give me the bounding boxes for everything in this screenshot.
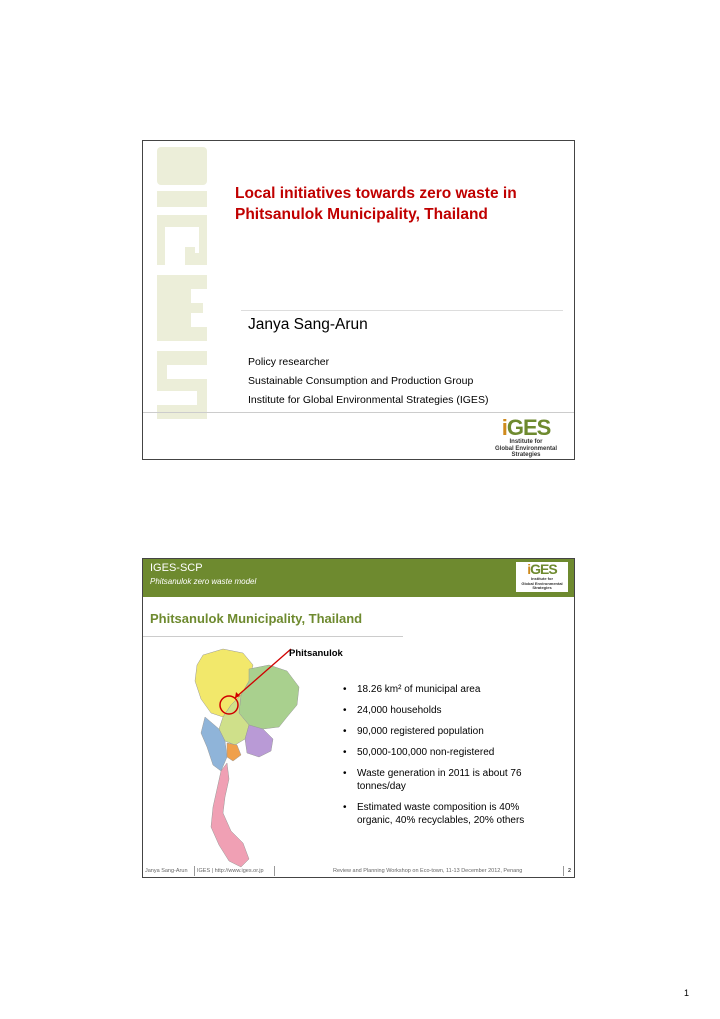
logo-subtext: Institute for Global Environmental Strategies [521, 576, 563, 590]
footer-org: IGES | http://www.iges.or.jp [197, 868, 264, 874]
list-item: • 24,000 households [343, 704, 553, 717]
title-slide [142, 140, 575, 460]
iges-logo: iGES Institute for Global Environmental Strategies [516, 562, 568, 592]
author-name: Janya Sang-Arun [248, 316, 368, 333]
list-item: • 90,000 registered population [343, 725, 553, 738]
header-title: IGES-SCP [150, 562, 203, 574]
slide-title: Phitsanulok Municipality, Thailand [150, 611, 363, 626]
footer-event: Review and Planning Workshop on Eco-town, 11-13 December 2012, Penang [333, 868, 523, 874]
iges-watermark-logo [147, 145, 217, 455]
logo-subtext: Institute for Global Environmental Strategies [494, 439, 557, 458]
page-number: 1 [684, 988, 690, 998]
affiliation-group: Sustainable Consumption and Production Group [248, 375, 474, 387]
map-callout-label: Phitsanulok [289, 648, 343, 659]
list-item: • 18.26 km² of municipal area [343, 683, 553, 696]
list-item: • Estimated waste composition is 40% organic, 40% recyclables, 20% others [343, 801, 553, 827]
affiliation-institute: Institute for Global Environmental Strategies (IGES) [248, 394, 489, 406]
divider [241, 310, 563, 311]
fact-list [343, 683, 553, 835]
logo-letters: GES [506, 415, 551, 440]
list-item: • Waste generation in 2011 is about 76 tonnes/day [343, 767, 553, 793]
affiliation-role: Policy researcher [248, 356, 330, 368]
slide-number: 2 [567, 868, 571, 874]
presentation-title: Local initiatives towards zero waste in Phitsanulok Municipality, Thailand [235, 185, 517, 223]
divider [143, 636, 403, 637]
slide-header [143, 559, 574, 597]
slide-footer [143, 865, 574, 877]
header-subtitle: Phitsanulok zero waste model [150, 577, 257, 586]
divider [143, 412, 574, 413]
logo-letter-i: i [501, 415, 507, 440]
iges-logo [488, 417, 564, 459]
footer-author: Janya Sang-Arun [145, 868, 188, 874]
thailand-province-map [183, 647, 303, 872]
author-affiliation [248, 353, 488, 410]
content-slide [142, 558, 575, 878]
list-item: • 50,000-100,000 non-registered [343, 746, 553, 759]
